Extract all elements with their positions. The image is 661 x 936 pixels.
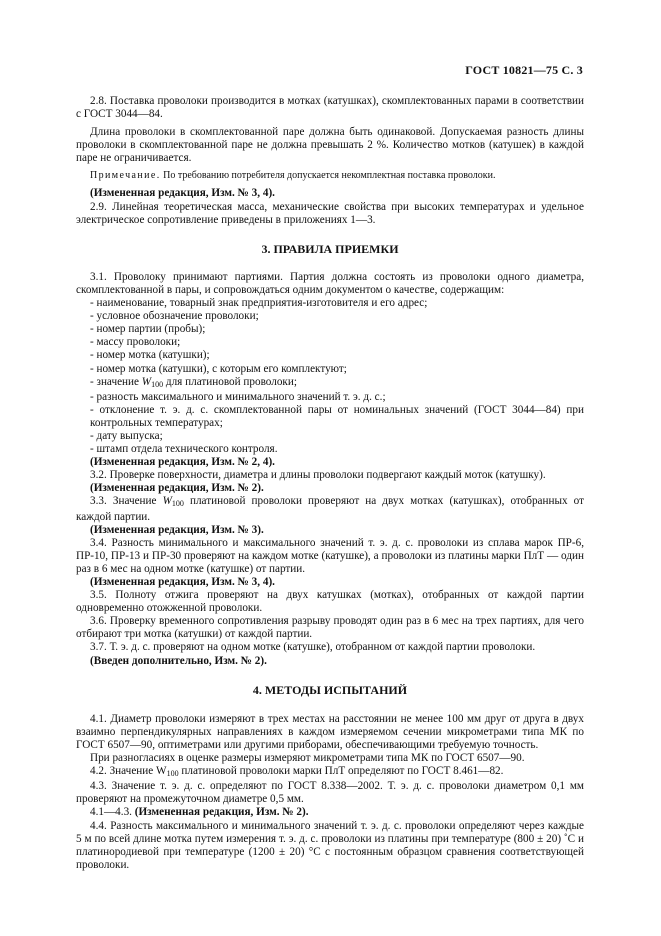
clause-3-6: 3.6. Проверку временного сопротивления разрыву проводят один раз в 6 мес на трех партиях, для чего отбирают три мотка (катушки) от каждой партии. <box>76 615 584 641</box>
note <box>76 170 584 182</box>
clause-2-8: 2.8. Поставка проволоки производится в мотках (катушках), скомплектованных парами в соответствии с ГОСТ 3044—84. <box>76 95 584 121</box>
amendment-note: (Измененная редакция, Изм. № 2, 4). <box>90 456 275 469</box>
list-item: - массу проволоки; <box>90 336 181 349</box>
clause-4-2: 4.2. Значение $W_{100}$ платиновой проволоки марки ПлТ определяют по ГОСТ 8.461—82. <box>90 765 504 779</box>
clause-4-1: 4.1. Диаметр проволоки измеряют в трех местах на расстоянии не менее 100 мм друг от друга в двух взаимно перпендикулярных направлениях в каждом измеряемом сечении микрометрами типа МК по ГОСТ 6507—90, оптиметрами или другими приборами, обеспечивающими требуемую точность. <box>76 712 584 751</box>
list-item-w100: - значение $W_{100}$ для платиновой проволоки; <box>90 375 297 389</box>
amendment-note: 4.1—4.3. (Измененная редакция, Изм. № 2). <box>90 806 309 819</box>
list-item: - наименование, товарный знак предприятия-изготовителя и его адрес; <box>90 297 428 310</box>
list-item: - номер мотка (катушки), с которым его комплектуют; <box>90 362 347 375</box>
list-item: - условное обозначение проволоки; <box>90 310 259 323</box>
amendment-note: (Измененная редакция, Изм. № 3, 4). <box>90 576 275 588</box>
clause-3-7: 3.7. Т. э. д. с. проверяют на одном мотке (катушке), отобранном от каждой партии проволоки. <box>90 641 536 654</box>
amendment-note: (Измененная редакция, Изм. № 3, 4). <box>90 187 275 200</box>
section-3-heading: 3. ПРАВИЛА ПРИЕМКИ <box>261 241 399 256</box>
document-body <box>76 95 584 872</box>
list-item: - отклонение т. э. д. с. скомплектованной пары от номинальных значений (ГОСТ 3044—84) при контрольных температурах; <box>90 403 584 429</box>
list-item: - дату выпуска; <box>90 429 163 442</box>
clause-2-8-length: Длина проволоки в скомплектованной паре должна быть одинаковой. Допускаемая разность длины проволоки в скомплектованной паре не должна превышать 2 %. Количество мотков (катушек) в каждой паре не ограничивается. <box>76 126 584 165</box>
clause-4-3: 4.3. Значение т. э. д. с. определяют по ГОСТ 8.338—2002. Т. э. д. с. проволоки диаметром 0,1 мм проверяют на промежуточном диаметре 0,5 мм. <box>76 780 584 806</box>
clause-3-3: 3.3. Значение $W_{100}$ платиновой проволоки проверяют на двух мотках (катушках), отобранных от каждой партии. <box>76 495 585 523</box>
amendment-note: (Измененная редакция, Изм. № 2). <box>90 482 264 495</box>
clause-3-1: 3.1. Проволоку принимают партиями. Партия должна состоять из проволоки одного диаметра, скомплектованной в пары, и сопровождаться одним документом о качестве, содержащим: <box>76 270 584 296</box>
page-header: ГОСТ 10821—75 С. 3 <box>465 63 583 77</box>
list-item: - номер мотка (катушки); <box>90 349 210 362</box>
note-text: По требованию потребителя допускается некомплектная поставка проволоки. <box>163 170 496 182</box>
list-item: - штамп отдела технического контроля. <box>90 443 278 456</box>
list-item: - разность максимального и минимального значений т. э. д. с.; <box>90 390 386 403</box>
clause-4-4: 4.4. Разность максимального и минимального значений т. э. д. с. проволоки определяют через каждые 5 м по всей длине мотка путем измерения т. э. д. с. проволоки из платины при температуре (800 ± 20) ˚С и платинородиевой при температуре (1200 ± 20) °С с постоянным образцом сравнения соответствующей проволоки. <box>76 819 584 871</box>
section-4-heading: 4. МЕТОДЫ ИСПЫТАНИЙ <box>252 682 408 697</box>
quality-document-list <box>76 297 584 456</box>
list-item: - номер партии (пробы); <box>90 323 206 336</box>
clause-4-1-dispute: При разногласиях в оценке размеры измеряют микрометрами типа МК по ГОСТ 6507—90. <box>90 752 525 765</box>
note-label: Примечание. <box>90 170 161 182</box>
clause-3-4: 3.4. Разность минимального и максимального значений т. э. д. с. проволоки из сплава марок ПР-6, ПР-10, ПР-13 и ПР-30 проверяют на каждом мотке (катушке), а проволоки из платины марки ПлТ — один раз в 6 мес на одном мотке (катушке) от партии. <box>76 536 584 575</box>
amendment-note: (Введен дополнительно, Изм. № 2). <box>90 654 267 667</box>
clause-3-5: 3.5. Полноту отжига проверяют на двух катушках (мотках), отобранных от каждой партии одновременно отожженной проволоки. <box>76 589 584 615</box>
clause-3-2: 3.2. Проверке поверхности, диаметра и длины проволоки подвергают каждый моток (катушку). <box>90 469 546 482</box>
clause-2-9: 2.9. Линейная теоретическая масса, механические свойства при высоких температурах и удельное электрическое сопротивление приведены в приложениях 1—3. <box>76 200 584 226</box>
amendment-note: (Измененная редакция, Изм. № 3). <box>90 523 264 536</box>
